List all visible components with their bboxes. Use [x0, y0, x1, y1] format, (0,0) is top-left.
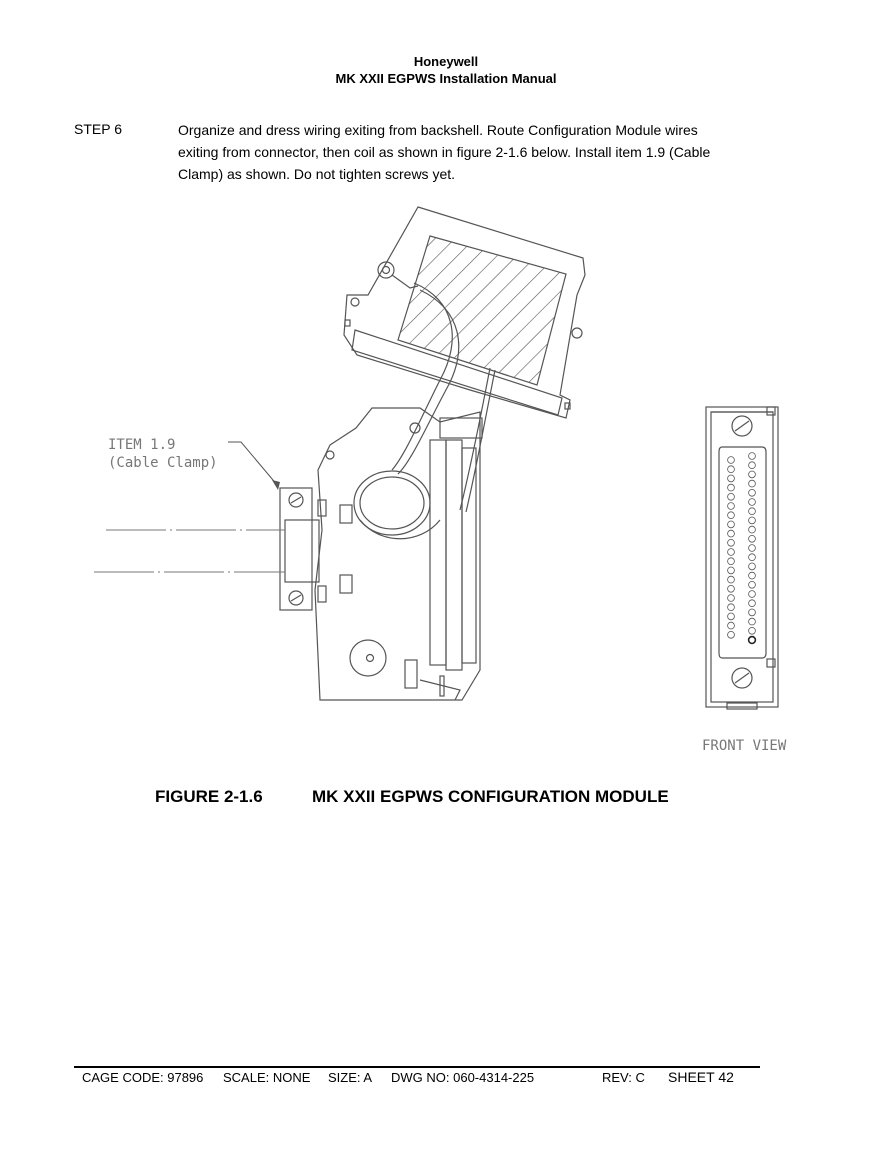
connector-pin — [728, 475, 735, 482]
connector-pin — [749, 637, 756, 644]
connector-pin — [728, 549, 735, 556]
footer-dwg-no: DWG NO: 060-4314-225 — [391, 1070, 535, 1085]
connector-pin — [728, 585, 735, 592]
connector-pin — [728, 484, 735, 491]
connector-pin — [749, 627, 756, 634]
connector-pin — [749, 508, 756, 515]
connector-pin — [728, 466, 735, 473]
connector-pin — [749, 545, 756, 552]
backshell-cover — [344, 207, 585, 418]
connector-pin — [728, 576, 735, 583]
connector-pin — [728, 613, 735, 620]
footer-rule — [74, 1066, 760, 1068]
connector-pin — [749, 572, 756, 579]
item-callout — [108, 437, 280, 490]
figure-title: MK XXII EGPWS CONFIGURATION MODULE — [312, 787, 669, 806]
callout-item-label: ITEM 1.9 — [108, 437, 176, 453]
step-instructions — [178, 119, 778, 185]
footer-cage-code: CAGE CODE: 97896 — [82, 1070, 204, 1085]
connector-pin — [728, 530, 735, 537]
connector-pin — [728, 521, 735, 528]
connector-pin — [749, 526, 756, 533]
connector-pin — [749, 591, 756, 598]
connector-pin — [749, 480, 756, 487]
footer-size: SIZE: A — [328, 1070, 373, 1085]
connector-pin — [728, 622, 735, 629]
connector-pin — [749, 453, 756, 460]
connector-pin — [749, 600, 756, 607]
footer-scale: SCALE: NONE — [223, 1070, 311, 1085]
cable-lines — [94, 530, 285, 572]
step-line-1: Organize and dress wiring exiting from backshell. Route Configuration Module wires — [178, 122, 698, 138]
connector-pin — [728, 631, 735, 638]
connector-pin — [749, 517, 756, 524]
callout-item-desc: (Cable Clamp) — [108, 455, 218, 471]
front-view-label: FRONT VIEW — [702, 738, 787, 754]
step-line-2: exiting from connector, then coil as shown in figure 2-1.6 below. Install item 1.9 (Cable — [178, 144, 711, 160]
connector-pin — [749, 499, 756, 506]
connector-pin — [728, 539, 735, 546]
connector-pin — [749, 471, 756, 478]
module-front-view — [706, 407, 778, 709]
header-manual-title: MK XXII EGPWS Installation Manual — [335, 71, 557, 86]
connector-pin — [749, 489, 756, 496]
connector-pin — [749, 609, 756, 616]
connector-pin — [749, 535, 756, 542]
connector-pin — [728, 567, 735, 574]
connector-pin — [728, 558, 735, 565]
connector-pin — [728, 457, 735, 464]
connector-pin — [749, 581, 756, 588]
connector-pin — [728, 512, 735, 519]
footer-sheet: SHEET 42 — [668, 1069, 734, 1085]
step-label: STEP 6 — [74, 121, 122, 137]
connector-pin — [728, 503, 735, 510]
footer-rev: REV: C — [602, 1070, 645, 1085]
configuration-module-drawing — [0, 195, 892, 765]
connector-pin — [749, 563, 756, 570]
header-company: Honeywell — [413, 54, 479, 69]
connector-pin — [728, 595, 735, 602]
connector-pin — [749, 462, 756, 469]
connector-pin — [728, 493, 735, 500]
connector-body — [315, 408, 482, 700]
step-line-3: Clamp) as shown. Do not tighten screws yet. — [178, 166, 456, 182]
connector-pin — [749, 618, 756, 625]
cable-clamp — [280, 488, 352, 610]
connector-pin — [728, 604, 735, 611]
figure-number: FIGURE 2-1.6 — [155, 787, 263, 806]
connector-pin — [749, 554, 756, 561]
